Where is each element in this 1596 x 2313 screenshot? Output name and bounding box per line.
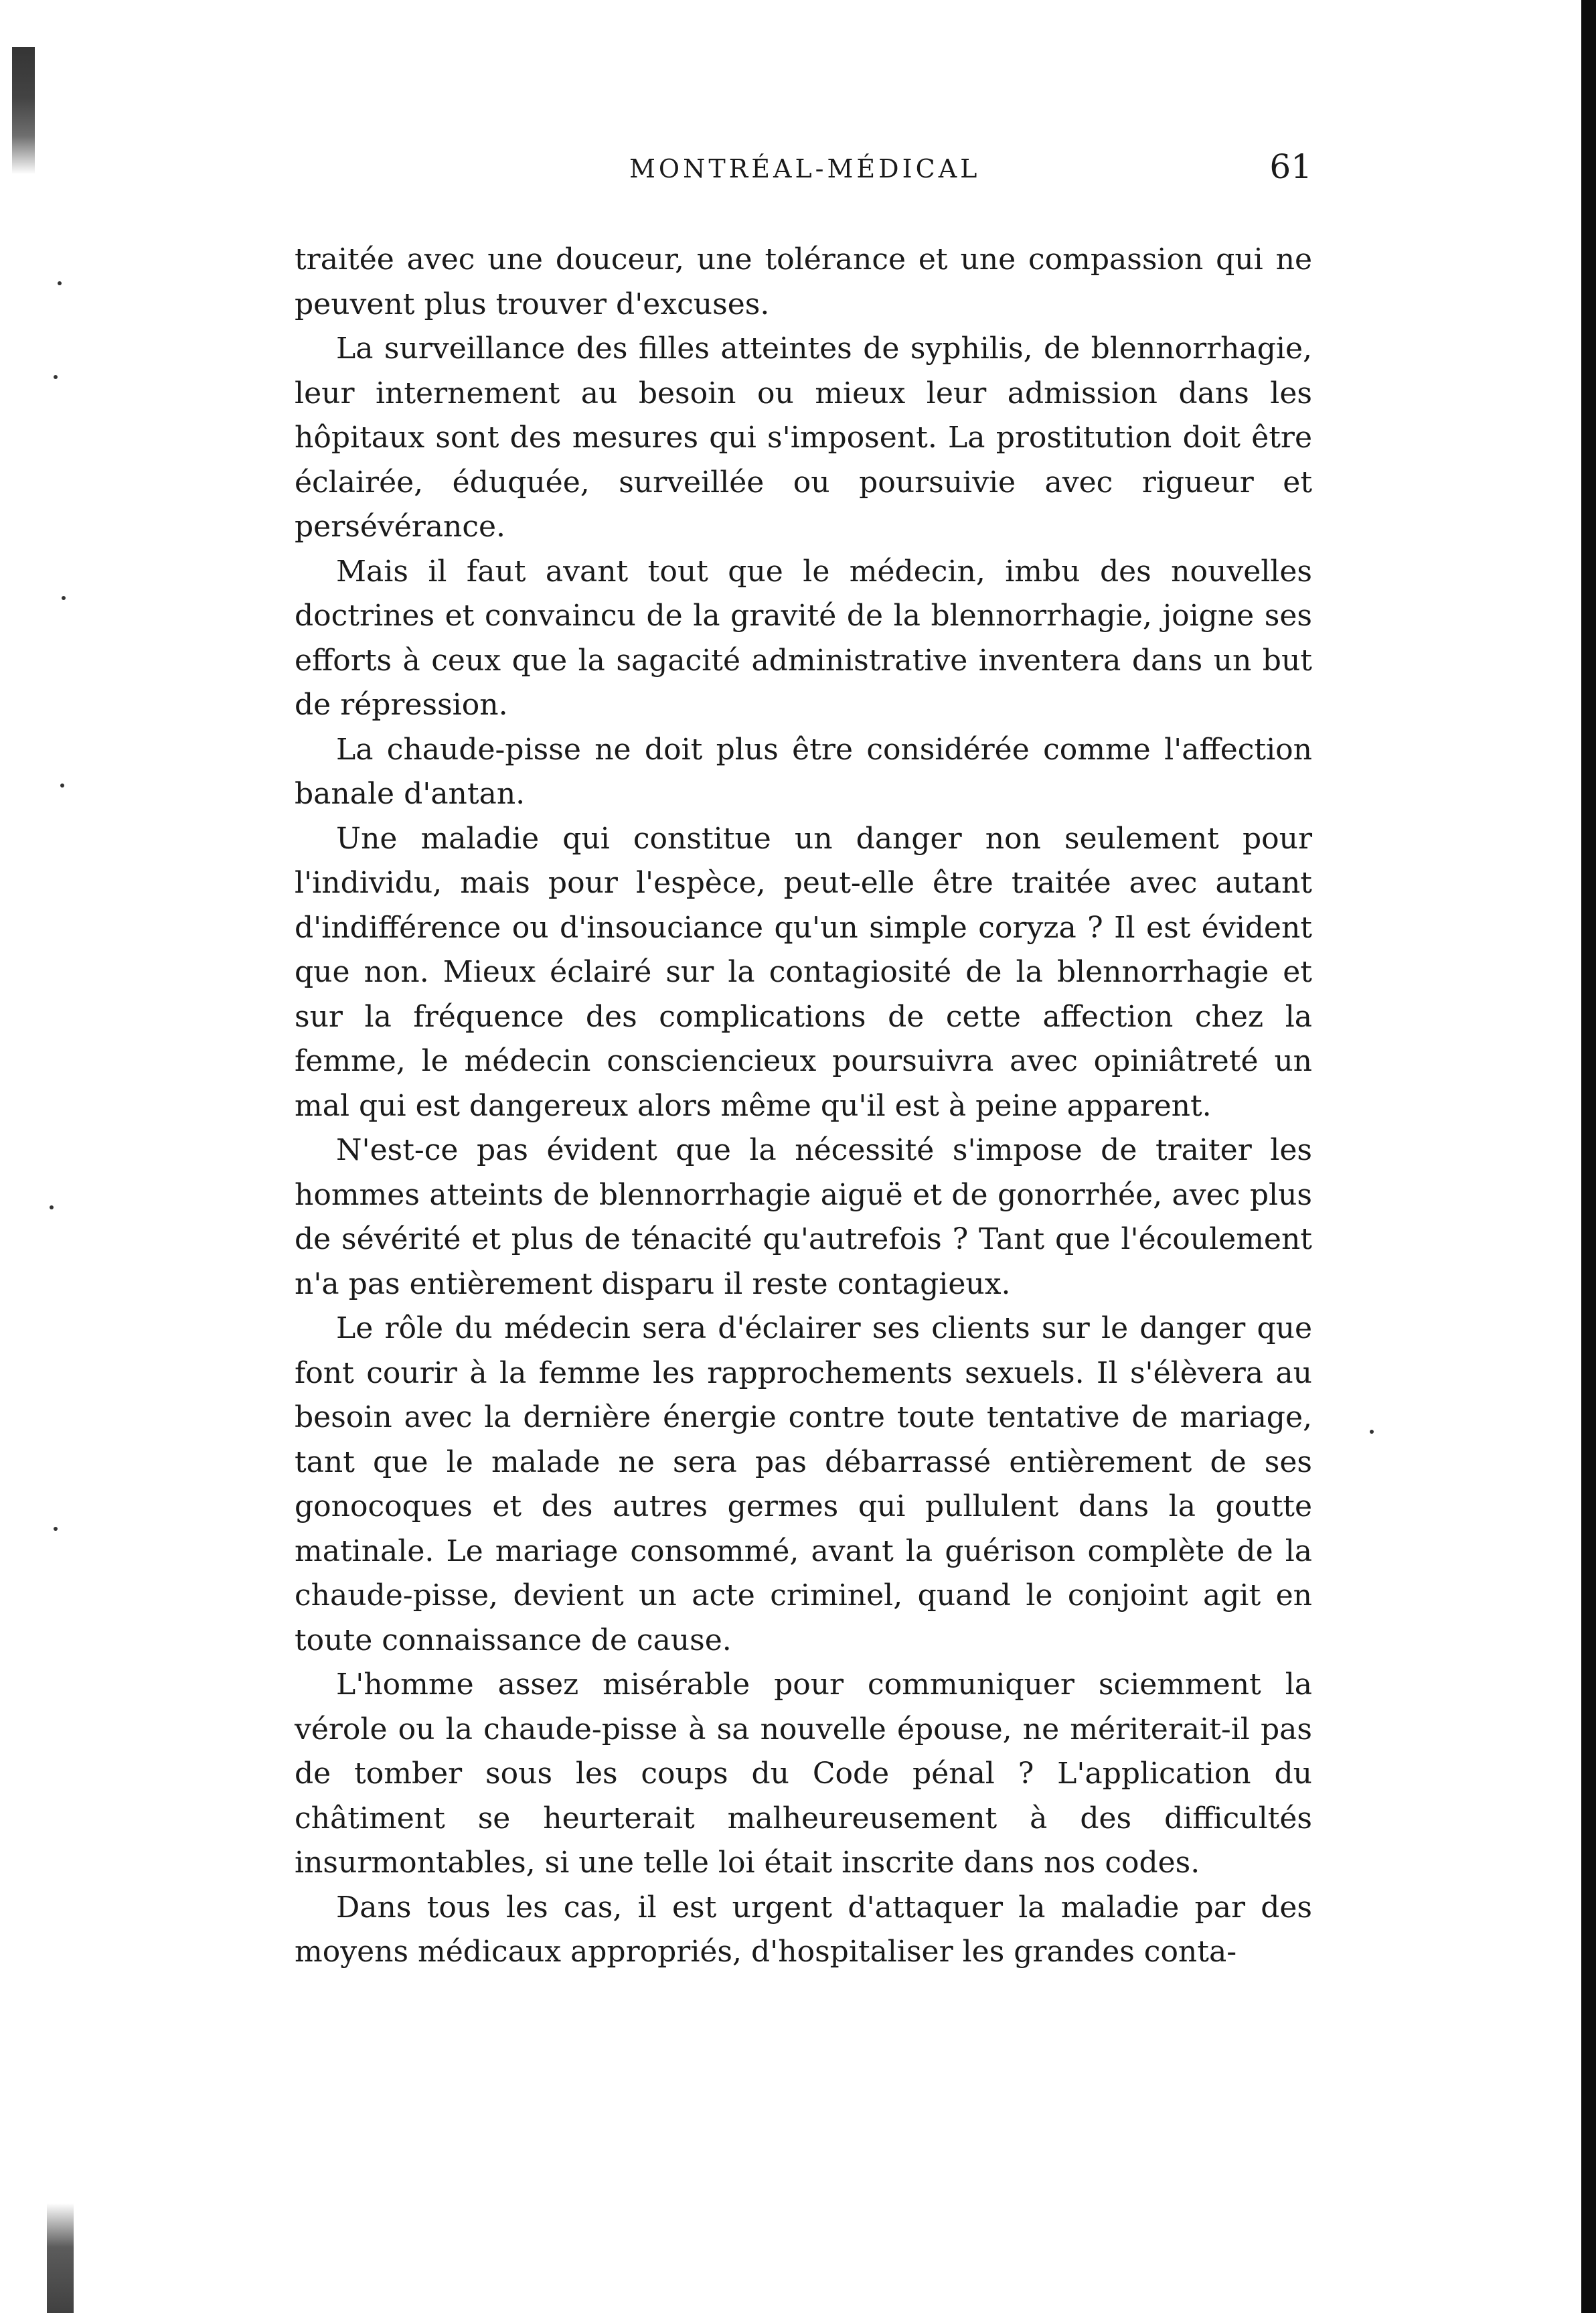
paragraph: Le rôle du médecin sera d'éclairer ses clients sur le danger que font courir à la femme les rapprochements sexuels. Il s'élèvera au besoin avec la dernière énergie contre toute tentative de mariage, tant que le malade ne sera pas débarrassé entièrement de ses gonocoques et des autres germes qui pullulent dans la goutte matinale. Le mariage consommé, avant la guérison complète de la chaude-pisse, devient un acte criminel, quand le conjoint agit en toute connaissance de cause. [295,1311,1312,1657]
paragraph: La surveillance des filles atteintes de syphilis, de blennorrhagie, leur internement au besoin ou mieux leur admission dans les hôpitaux sont des mesures qui s'imposent. La prostitution doit être éclairée, éduquée, surveillée ou poursuivie avec rigueur et persévérance. [295,331,1312,544]
scan-speck [62,596,66,600]
scan-edge-right-border [1581,0,1596,2313]
scan-speck [50,1205,54,1209]
scan-speck [54,1527,58,1531]
paragraph: L'homme assez misérable pour communiquer sciemment la vérole ou la chaude-pisse à sa nouvelle épouse, ne mériterait-il pas de tomber sous les coups du Code pénal ? L'application du châtiment se heurterait malheureusement à des difficultés insurmontables, si une telle loi était inscrite dans nos codes. [295,1667,1312,1880]
scan-speck [60,784,64,788]
body-text [295,238,1312,1975]
page-number: 61 [1269,147,1312,186]
page-header [295,147,1312,201]
scan-edge-artifact-top [12,47,35,174]
paragraph: Mais il faut avant tout que le médecin, imbu des nouvelles doctrines et convaincu de la gravité de la blennorrhagie, joigne ses efforts à ceux que la sagacité administrative inventera dans un but de répression. [295,554,1312,722]
scan-speck [54,375,58,379]
paragraph: Dans tous les cas, il est urgent d'attaquer la maladie par des moyens médicaux appropriés, d'hospitaliser les grandes conta- [295,1890,1312,1969]
scan-speck [1370,1430,1374,1434]
paragraph: La chaude-pisse ne doit plus être considérée comme l'affection banale d'antan. [295,732,1312,811]
running-title: MONTRÉAL-MÉDICAL [629,154,981,183]
paragraph: N'est-ce pas évident que la nécessité s'impose de traiter les hommes atteints de blennorrhagie aiguë et de gonorrhée, avec plus de sévérité et plus de ténacité qu'autrefois ? Tant que l'écoulement n'a pas entièrement disparu il reste contagieux. [295,1133,1312,1301]
paragraph: Une maladie qui constitue un danger non seulement pour l'individu, mais pour l'espèce, peut-elle être traitée avec autant d'indifférence ou d'insouciance qu'un simple coryza ? Il est évident que non. Mieux éclairé sur la contagiosité de la blennorrhagie et sur la fréquence des complications de cette affection chez la femme, le médecin consciencieux poursuivra avec opiniâtreté un mal qui est dangereux alors même qu'il est à peine apparent. [295,821,1312,1123]
scan-speck [58,281,62,285]
paragraph: traitée avec une douceur, une tolérance et une compassion qui ne peuvent plus trouver d'excuses. [295,242,1312,321]
scan-edge-artifact-bottom [47,2203,74,2313]
